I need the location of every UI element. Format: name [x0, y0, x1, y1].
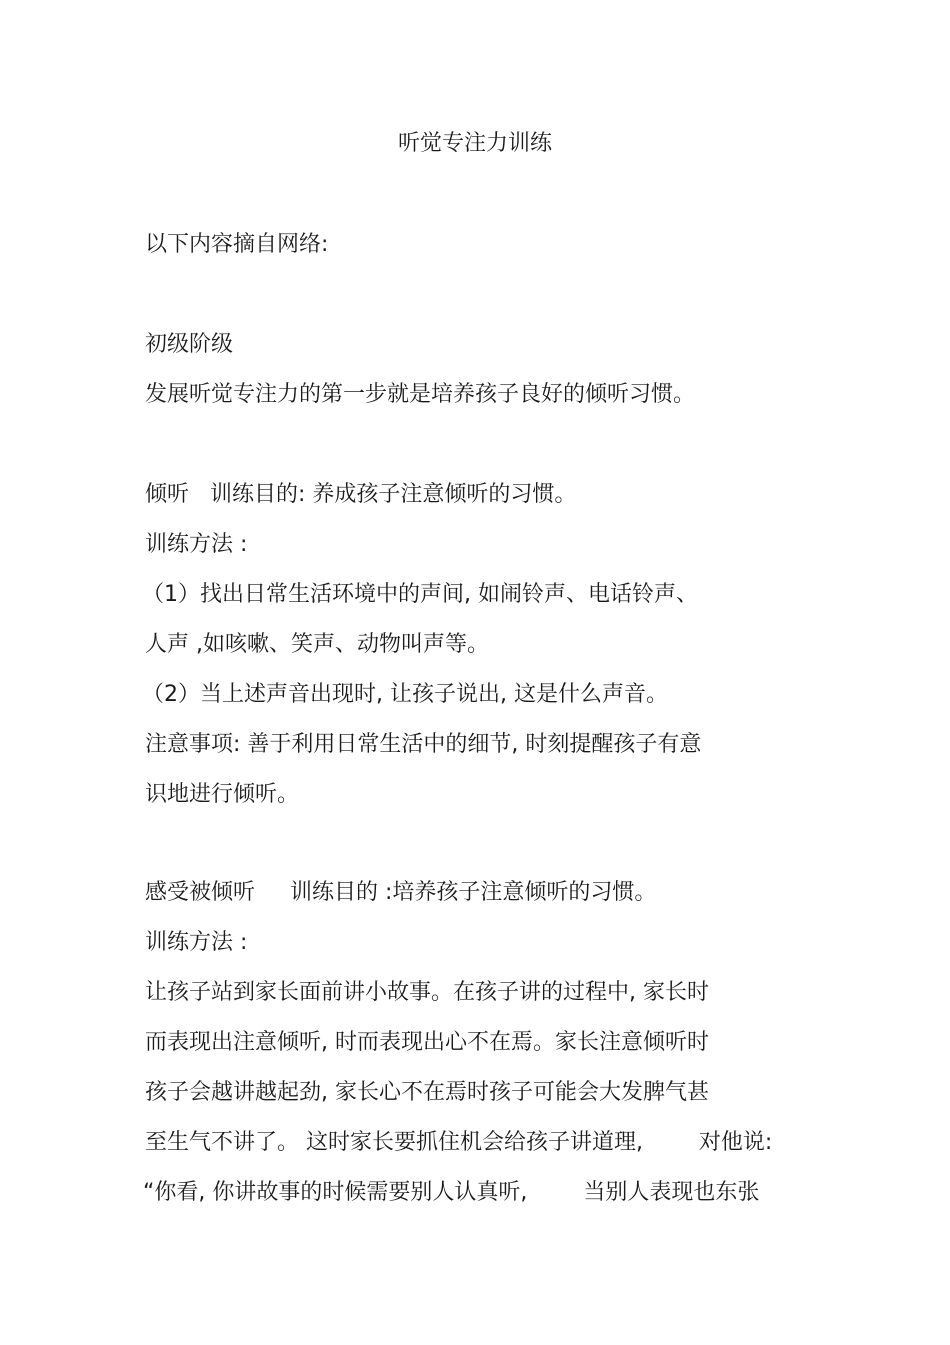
paragraph-line: “你看, 你讲故事的时候需要别人认真听, 当别人表现也东张	[143, 1180, 760, 1205]
method-step-2: （2）当上述声音出现时, 让孩子说出, 这是什么声音。	[142, 682, 668, 707]
paragraph-line: 让孩子站到家长面前讲小故事。在孩子讲的过程中, 家长时	[145, 980, 709, 1005]
exercise-heading-listening: 倾听 训练目的: 养成孩子注意倾听的习惯。	[145, 482, 577, 507]
method-step-1: （1）找出日常生活环境中的声间, 如闹铃声、电话铃声、	[142, 582, 698, 607]
exercise-heading-being-heard: 感受被倾听 训练目的 :培养孩子注意倾听的习惯。	[145, 880, 657, 905]
method-step-1-continued: 人声 ,如咳嗽、笑声、动物叫声等。	[145, 632, 489, 657]
paragraph-line: 孩子会越讲越起劲, 家长心不在焉时孩子可能会大发脾气甚	[145, 1080, 709, 1105]
notes-line-continued: 识地进行倾听。	[145, 782, 300, 807]
method-label: 训练方法 :	[145, 930, 248, 955]
intro-source-line: 以下内容摘自网络:	[145, 232, 329, 257]
paragraph-line: 至生气不讲了。 这时家长要抓住机会给孩子讲道理, 对他说:	[145, 1130, 773, 1155]
document-title: 听觉专注力训练	[397, 131, 552, 156]
paragraph-line: 发展听觉专注力的第一步就是培养孩子良好的倾听习惯。	[145, 382, 696, 407]
method-label: 训练方法 :	[145, 532, 248, 557]
paragraph-line: 而表现出注意倾听, 时而表现出心不在焉。家长注意倾听时	[145, 1030, 709, 1055]
notes-line: 注意事项: 善于利用日常生活中的细节, 时刻提醒孩子有意	[145, 732, 702, 757]
section-heading-beginner: 初级阶级	[145, 332, 234, 357]
